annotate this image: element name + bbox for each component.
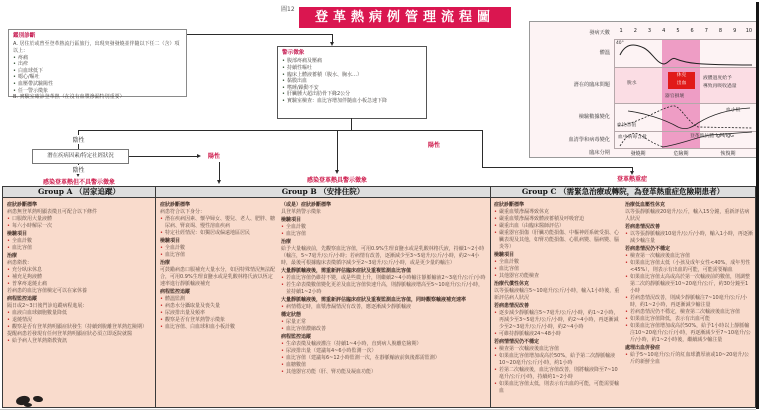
text-line: • 白血球低下 (13, 68, 182, 75)
text-line: • 尿液排出量及頻率 (160, 310, 277, 317)
text-line: • 如果血比容值增加或高於50%，給予第二次靜脈輸液10~20毫升/公斤/小時，約1小時 (494, 353, 621, 367)
positive-label-severe: 陽性 (427, 142, 440, 149)
phase-recovery: 恢復期 (720, 151, 736, 157)
negative-label-bottom: 陰性 (66, 165, 91, 174)
text-line: 具登革熱警示徵象 (281, 209, 322, 215)
connector-line (351, 118, 352, 130)
text-line: • 尿液排出量（建議每4~6小時監測一次） (281, 348, 487, 355)
text-line: • 嚴重血漿滲漏導致休克 (494, 209, 621, 216)
temp-tick-40: 40° (616, 41, 624, 46)
text-line: • 持續性嘔吐 (282, 65, 422, 72)
hematocrit-label: 血比容值 (617, 123, 637, 128)
branch-line (78, 130, 483, 131)
row-label-labs: 檢驗數據變化 (578, 114, 610, 120)
differential-diagnosis-title: 鑑別診斷 (13, 33, 36, 39)
arrowhead-down (335, 170, 339, 174)
warning-signs-title: 警示徵象 (282, 50, 305, 56)
text-line: • 生命表徵及輸液灌注（持續1~4小時，直到病人脫離危險期） (281, 341, 487, 348)
temperature-curve (620, 45, 752, 65)
text-line: 若病患情況仍不穩定 (625, 246, 671, 252)
text-line: • 其他器官功能檢查 (494, 273, 621, 280)
differential-diagnosis-box (8, 29, 187, 101)
group-b-column-right (281, 201, 487, 376)
text-line: • 補充足夠液體 (7, 274, 152, 281)
text-line: • 血液白血球細胞數量降低 (7, 310, 152, 317)
text-line: • 以等張靜脈輸液10毫升/公斤/小時，輸入1小時，再逐漸減少輸注量 (625, 231, 753, 245)
text-line: • 充分臥床休息 (7, 267, 152, 274)
viremia-label: 血中病毒含量 (618, 135, 647, 140)
shock-bleeding-box (668, 72, 695, 89)
text-line: • 血糖數值 (281, 362, 487, 369)
text-line: • 疼痛 (13, 55, 182, 62)
text-line: 可鼓勵病患口服補充大量水分，如因特殊情況無法配合，可用0.9%生理食鹽水或是乳酸林格氏液以恆定速率進行靜脈輸液補充 (160, 267, 276, 287)
text-line: B. 實驗室確診登革熱（在沒有血漿滲漏特別重要） (13, 94, 125, 101)
text-line: 病患符合以下身分： (160, 209, 206, 215)
text-line: • 如果血比容值太低（小孩及成年女性<40%，成年男性<45%），則表示有出血的可能，可能需要輸血 (625, 260, 753, 274)
negative-label-top: 陰性 (66, 135, 91, 144)
text-line: • 每六小時解尿一次 (7, 223, 152, 230)
text-line: 10 (745, 28, 753, 34)
text-line: • 血比容值 (7, 245, 152, 252)
warning-signs-list (282, 58, 422, 104)
text-line: • 噁心/嘔吐 (13, 74, 182, 81)
text-line: 若病患情況改善 (625, 224, 661, 230)
text-line: 症狀診斷標準 (160, 202, 191, 208)
platelet-label: 血小板 (726, 108, 741, 113)
course-chart (529, 21, 757, 158)
text-line: 8 (718, 28, 723, 34)
text-line: • 血比容值、白血球和血小板計數 (160, 324, 277, 331)
page-title: 登革熱病例管理流程圖 (299, 7, 511, 28)
text-line: • 臨床上體液蓄積（腹水、胸水…） (282, 72, 422, 79)
row-label-days: 發病天數 (589, 30, 610, 36)
text-line: 9 (733, 28, 737, 34)
group-c-column-left (494, 201, 621, 395)
course-curves (614, 39, 756, 148)
connector-line (219, 162, 220, 180)
text-line: • 血壓帶試驗陽性 (13, 81, 182, 88)
text-line: • 出疹 (13, 61, 182, 68)
text-line: 檢驗項目 (7, 231, 28, 237)
text-line: • 肝臟腫大超出肋骨下緣2公分 (282, 91, 422, 98)
text-line: • 檢查第一次輸液後血比容值 (625, 253, 753, 260)
text-line: • 腹部疼痛及壓痛 (282, 58, 422, 65)
chart-separator (614, 148, 756, 149)
differential-diagnosis-list (13, 41, 182, 100)
bleeding-label: 出血 (676, 81, 687, 86)
text-line: 檢驗項目 (494, 252, 515, 258)
text-line: • 血比容值 (160, 252, 277, 259)
text-line: • 如果血比容值太高或高於第一次輸液前的數值，則調整第二次的靜脈輸液至10~20毫升/公斤，約30分鐘至1小時 (625, 274, 753, 295)
text-line: • 嗜睡/躁動不安 (282, 85, 422, 92)
text-line: • 其他器官功能（肝、腎功能及凝血功能） (281, 369, 487, 376)
text-line: • 黏膜出血 (282, 78, 422, 85)
text-line: 1 (619, 28, 623, 34)
text-line: • 尿量正常 (281, 319, 487, 326)
text-line: • 嚴重器官損傷（肝臟功能損傷、中樞神經系統受損、心臟表現及其他，如腎功能損傷、心肌病變、腦病變、腦炎等） (494, 230, 621, 251)
text-line: • 若病患情況仍不穩定，檢查第二次輸液後血比容值 (625, 309, 753, 316)
text-line: 治療代償性休克 (494, 281, 530, 287)
text-line: • 觀察是否有登革熱明顯症狀發生（持續到脫離登革熱危險期） (7, 324, 152, 331)
fluid-overload-label-1: 液體過度給予 (703, 76, 732, 81)
dehydration-label: 脫水 (627, 81, 637, 86)
text-line: 若病患的血比容值檢定可以在家休養 (7, 288, 88, 294)
text-line: 給予大量輸液前，先觀察血比容值，可用0.9%生理食鹽水或是乳酸林格氏液，持續1~2小時（輸注，5~7毫升/公斤/小時；若病情有改善，逐漸減少至3~5毫升/公斤/小時，約2~4小時，最後可根據臨床表徵循序減少至2~3毫升/公斤/小時，或是更少量的輸注） (281, 246, 485, 266)
text-line: • 任一警示徵象 (13, 88, 182, 95)
text-line: • 口服飲用大量液體 (7, 216, 152, 223)
text-line: 3 (647, 28, 652, 34)
text-line: • 潛在疾病因素、懷孕婦女、嬰兒、老人、肥胖、糖尿病、腎衰竭、慢性溶血疾病 (160, 216, 277, 230)
phase-febrile: 發燒期 (630, 151, 646, 157)
day-tick-labels (614, 28, 756, 37)
text-line: • 嚴重血漿滲漏導致體液蓄積及呼吸窘迫 (494, 216, 621, 223)
text-line: 檢驗項目 (281, 217, 302, 223)
text-line: 大量靜脈輸液後，需重新評估臨床症狀及重複監測血比容值 (281, 268, 412, 274)
text-line: • 病情穩定時，血漿滲漏情況有改善，應逐漸減少靜脈輸液 (281, 304, 487, 311)
connector-line (337, 130, 338, 170)
antibody-label: 登革熱抗體 IgM/IgG (690, 134, 734, 139)
text-line: • 病患水分攝取量及喪失量 (160, 303, 277, 310)
text-line: • 逐步減少靜脈輸注5~7毫升/公斤/小時，約1~2小時，再減少至3~5毫升/公斤/小時，約2~4小時，再逐漸減少至2~3毫升/公斤/小時，約2~4小時 (494, 310, 621, 331)
text-line: 病患衛教： (7, 260, 33, 266)
row-label-serology: 血清學和病毒變化 (568, 137, 610, 143)
scan-edge-artifact (756, 2, 759, 409)
text-line: • 檢查第一次輸液後血比容值 (494, 346, 621, 353)
group-c-column-right (625, 201, 753, 366)
text-line: 處理出血併發症 (625, 345, 661, 351)
column-divider (490, 197, 491, 408)
text-line: • 若病患情況改善，則減少靜脈輸注7~10毫升/公斤/小時，約1~2小時，再逐漸減少輸注量 (625, 295, 753, 309)
connector-line (129, 156, 197, 157)
text-line: 症狀診斷標準 (7, 202, 38, 208)
connector-line (187, 34, 333, 35)
text-line: • 體溫監測 (160, 296, 277, 303)
row-label-problems: 潛在的臨床問題 (573, 82, 610, 88)
text-line: 以等張靜脈輸液20毫升/公斤，輸入15分鐘，重新評估病人狀況 (625, 209, 750, 222)
text-line: • 全血計數 (7, 238, 152, 245)
text-line: • 給予5~10毫升/公斤的紅血球濃厚液或10~20毫升/公斤的新鮮全血 (625, 352, 753, 366)
text-line: 症狀診斷標準 (494, 202, 525, 208)
text-line: • 特定社經情況：如獨居或偏遠地區居民 (160, 230, 277, 237)
text-line: • 如果血比容值太低，則表示有出血的可能，可能需要輸血 (494, 381, 621, 395)
text-line: • 若生命表徵數值變化更差及血比容值快速升高，則靜脈輸液增高至5~10毫升/公斤/小時，並持續1~2小時 (281, 282, 487, 296)
group-c-header: Group C （需緊急治療或轉院，為登革熱重症危險期患者） (490, 186, 756, 198)
text-line: 治療 (7, 253, 18, 259)
text-line: • 如果血比容值增加或高於50%，給予1小時以上靜脈輸注10~20毫升/公斤/小時，再逐漸減少至7~10毫升/公斤/小時，約1~2小時後，繼續減少輸注量 (625, 323, 753, 344)
arrowhead-down (330, 42, 334, 46)
text-line: • 嚴重出血（由臨床醫師評估） (494, 223, 621, 230)
row-label-temperature: 體溫 (599, 50, 610, 56)
text-line: 7 (704, 28, 708, 34)
group-a-column (7, 201, 152, 345)
group-a-header: Group A （居家追蹤） (2, 186, 156, 198)
text-line: 治療低血壓性休克 (625, 202, 666, 208)
text-line: 若病情情況仍不穩定 (494, 339, 540, 345)
text-line: 穩定狀態 (281, 312, 302, 318)
outcome-with-warning-signs: 感染登革熱具警示徵象 (306, 177, 367, 184)
text-line: • 全血計數 (494, 259, 621, 266)
text-line: 病程監控追蹤 (160, 289, 191, 295)
text-line: 隔日或2~3日後門診追蹤病程進展： (7, 303, 88, 309)
text-line: • 血比容值 (494, 266, 621, 273)
arrowhead-right (197, 154, 201, 158)
text-line: • 如果血比容值降低，表示有出血可能 (625, 316, 753, 323)
text-line: 2 (633, 28, 637, 34)
scan-mark-artifact (24, 403, 32, 407)
figure-number: 圖12 (281, 6, 295, 13)
text-line: 以等張輸液輸注5~10毫升/公斤/小時，輸入1小時後，重新評估病人狀況 (494, 288, 620, 301)
text-line: • 可維持靜脈輸液24~48小時 (494, 331, 621, 338)
text-line: • 全血計數 (281, 224, 487, 231)
group-b-header: Group B （安排住院） (155, 186, 491, 198)
column-divider (155, 197, 156, 408)
warning-signs-box (277, 46, 427, 119)
text-line: • 觀察是否有登革熱警示徵象 (160, 317, 277, 324)
row-label-phase: 臨床分期 (589, 150, 610, 156)
outcome-severe-dengue: 登革熱重症 (616, 176, 647, 183)
text-line: 病患無登革熱明顯表徵且可配合以下條件 (7, 209, 98, 215)
text-line: • 血比容值濃縮改善 (281, 326, 487, 333)
text-line: 治療 (281, 239, 292, 245)
text-line: • 血比容值（建議每6~12小時監測一次，在靜脈輸液前與後都需監測） (281, 355, 487, 362)
positive-label-condition: 陽性 (207, 153, 220, 160)
shock-label: 休克 (676, 73, 687, 78)
text-line: • 若第二次輸液後，血比容值改善，則將輸液降至7~10毫升/公斤/小時，持續約1~2小時 (494, 367, 621, 381)
text-line: • 普拿疼退燒止痛 (7, 281, 152, 288)
text-line: 5 (676, 28, 680, 34)
arrowhead-down (217, 180, 221, 184)
text-line: 提醒病患若發現有任何登革熱明顯症狀必須立即返院就醫 (7, 331, 133, 337)
text-line: （或是）症狀診斷標準 (281, 202, 332, 208)
group-b-column-left (160, 201, 277, 331)
text-line: • 若血比容值仍維持不變，或是些微上升，則繼續2~4小時輸注靜脈輸液2~3毫升/公斤/小時 (281, 275, 487, 282)
text-line: • 退燒情況 (7, 317, 152, 324)
text-line: 大量靜脈輸液後，需重新評估臨床症狀及重複監測血比容值，同時觀察輸液補充速率 (281, 297, 467, 303)
text-line: • 全血計數 (160, 245, 277, 252)
connector-line (482, 130, 483, 167)
phase-critical: 危險期 (673, 151, 689, 157)
text-line: 4 (662, 28, 666, 34)
scan-bottom-line-artifact (0, 409, 756, 410)
underlying-condition-box: 潛在疾病因素/特定社經狀況 (32, 149, 129, 164)
text-line: A. 居住於或曾至登革熱流行區旅行，出現突發發燒並伴隨以下任二（含）項以上： (13, 41, 180, 54)
text-line: 治療 (160, 260, 171, 266)
text-line: • 給予病人登革熱衛教資訊 (7, 338, 152, 345)
text-line: 檢驗項目 (160, 238, 181, 244)
text-line: 病程監控追蹤 (281, 334, 312, 340)
organ-damage-label: 器官損壞 (665, 94, 685, 99)
text-line: • 血比容值 (281, 231, 487, 238)
text-line: 若病患情況改善 (494, 303, 530, 309)
text-line: 病程監控追蹤 (7, 296, 38, 302)
fluid-overload-label-2: 導致再吸收過量 (703, 84, 737, 89)
connector-line (482, 167, 632, 168)
text-line: • 實驗室檢查：血比容增加伴隨血小板急速下降 (282, 98, 422, 105)
outcome-no-warning-signs: 感染登革熱但不具警示徵象 (42, 179, 115, 186)
text-line: 6 (690, 28, 694, 34)
